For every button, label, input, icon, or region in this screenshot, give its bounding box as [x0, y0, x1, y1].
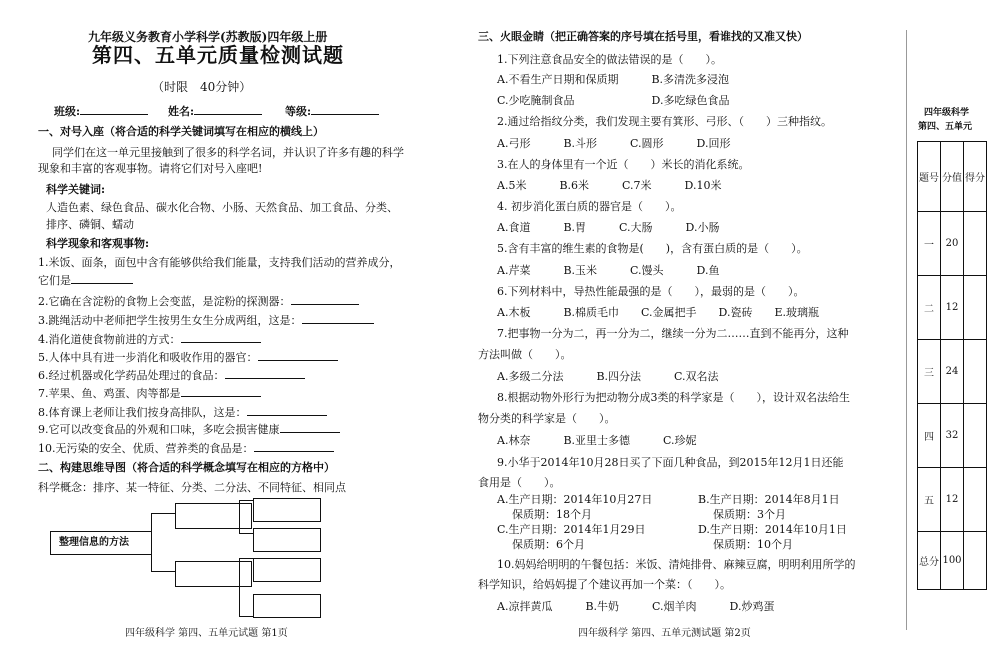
name-field: 姓名: — [168, 104, 262, 119]
score-cell[interactable] — [964, 468, 987, 532]
question-line: A.不看生产日期和保质期 B.多清洗多浸泡 — [497, 73, 730, 86]
time-limit: （时限 40分钟） — [152, 80, 252, 94]
score-table — [917, 141, 987, 590]
connector — [151, 513, 175, 514]
question-line: 9.小华于2014年10月28日买了下面几种食品，到2015年12月1日还能 — [497, 456, 844, 469]
keywords-line-2: 排序、磷铜、蠕动 — [46, 218, 134, 231]
table-row: 四 32 — [918, 404, 987, 468]
mindmap-box[interactable] — [175, 561, 252, 587]
mindmap-box[interactable] — [253, 594, 321, 618]
fill-item: 10.无污染的安全、优质、营养类的食品是： — [38, 441, 334, 456]
fill-item: 9.它可以改变食品的外观和口味，多吃会损害健康 — [38, 422, 340, 437]
connector — [239, 558, 253, 559]
q9-option: B.生产日期：2014年8月1日 — [698, 493, 840, 506]
score-cell[interactable] — [964, 404, 987, 468]
question-line: 科学知识，给妈妈提了个建议再加一个菜：（ ）。 — [478, 578, 731, 591]
score-cell[interactable] — [964, 532, 987, 590]
footer-right: 四年级科学 第四、五单元测试题 第2页 — [578, 628, 751, 639]
phenomena-label: 科学现象和客观事物: — [46, 237, 150, 250]
page-title: 第四、五单元质量检测试题 — [92, 43, 344, 67]
header-cell: 得分 — [964, 142, 987, 212]
mindmap-box[interactable] — [175, 503, 252, 529]
question-line: 6.下列材料中，导热性能最强的是（ ），最弱的是（ ）。 — [497, 285, 805, 298]
table-row: 总分 100 — [918, 532, 987, 590]
fill-item: 2.它确在含淀粉的食物上会变蓝，是淀粉的探测器： — [38, 294, 359, 309]
fill-item: 8.体育课上老师让我们按身高排队，这是： — [38, 405, 327, 420]
question-line: 10.妈妈给明明的午餐包括：米饭、清炖排骨、麻辣豆腐，明明利用所学的 — [497, 558, 856, 571]
score-caption-2: 第四、五单元 — [918, 122, 973, 132]
connector — [239, 533, 253, 534]
section3-heading: 三、火眼金睛（把正确答案的序号填在括号里，看谁找的又准又快） — [478, 30, 808, 43]
question-line: A.芹菜 B.玉米 C.馒头 D.鱼 — [497, 264, 720, 277]
keywords-line-1: 人造色素、绿色食品、碳水化合物、小肠、天然食品、加工食品、分类、 — [46, 201, 398, 214]
question-line: 3.在人的身体里有一个近（ ）米长的消化系统。 — [497, 158, 750, 171]
question-line: 5.含有丰富的维生素的食物是( )，含有蛋白质的是（ ）。 — [497, 242, 808, 255]
table-row: 五 12 — [918, 468, 987, 532]
fill-item: 4.消化道使食物前进的方式： — [38, 332, 261, 347]
question-line: A.弓形 B.斗形 C.圆形 D.回形 — [497, 137, 731, 150]
section2-heading: 二、构建思维导图（将合适的科学概念填写在相应的方格中） — [38, 461, 335, 474]
table-row: 三 24 — [918, 340, 987, 404]
concepts-line: 科学概念：排序、某一特征、分类、二分法、不同特征、相同点 — [38, 481, 346, 494]
question-line: 4. 初步消化蛋白质的器官是（ ）。 — [497, 200, 682, 213]
table-row: 二 12 — [918, 276, 987, 340]
question-line: A.木板 B.棉质毛巾 C.金属把手 D.瓷砖 E.玻璃瓶 — [497, 306, 819, 319]
question-line: A.林奈 B.亚里士多德 C.珍妮 — [497, 434, 697, 447]
header-cell: 题号 — [918, 142, 941, 212]
q9-option: 保质期：10个月 — [713, 538, 793, 551]
question-line: 2.通过给指纹分类，我们发现主要有箕形、弓形、（ ）三种指纹。 — [497, 115, 832, 128]
fill-item: 1.米饭、面条，面包中含有能够供给我们能量，支持我们活动的营养成分， — [38, 256, 401, 269]
footer-left: 四年级科学 第四、五单元试题 第1页 — [125, 628, 288, 639]
class-field: 班级: — [54, 104, 148, 119]
question-line: 8.根据动物外形行为把动物分成3类的科学家是（ ），设计双名法给生 — [497, 391, 850, 404]
score-cell[interactable] — [964, 212, 987, 276]
keywords-label: 科学关键词: — [46, 183, 106, 196]
question-line: 1.下列注意食品安全的做法错误的是（ ）。 — [497, 53, 722, 66]
q9-option: 保质期：6个月 — [512, 538, 585, 551]
section1-intro-2: 现象和丰富的客观事物。请将它们对号入座吧! — [38, 162, 263, 175]
connector — [151, 513, 152, 571]
fill-item: 它们是 — [38, 273, 133, 288]
question-line: 7.把事物一分为二，再一分为二，继续一分为二……直到不能再分，这种 — [497, 327, 849, 340]
connector — [239, 500, 253, 501]
question-line: A.凉拌黄瓜 B.牛奶 C.烟羊肉 D.炒鸡蛋 — [497, 600, 775, 613]
question-line: A.多级二分法 B.四分法 C.双名法 — [497, 370, 719, 383]
fill-item: 6.经过机器或化学药品处理过的食品： — [38, 368, 305, 383]
q9-option: A.生产日期：2014年10月27日 — [497, 493, 653, 506]
connector — [239, 558, 240, 616]
connector — [239, 500, 240, 533]
question-line: A.5米 B.6米 C.7米 D.10米 — [497, 179, 722, 192]
section1-intro-1: 同学们在这一单元里接触到了很多的科学名词，并认识了许多有趣的科学 — [52, 146, 404, 159]
table-row: 一 20 — [918, 212, 987, 276]
mindmap-root: 整理信息的方法 — [50, 531, 152, 555]
mindmap-box[interactable] — [253, 498, 321, 522]
question-line: C.少吃腌制食品 D.多吃绿色食品 — [497, 94, 730, 107]
q9-option: 保质期：3个月 — [713, 508, 786, 521]
q9-option: C.生产日期：2014年1月29日 — [497, 523, 646, 536]
grade-field: 等级: — [285, 104, 379, 119]
score-cell[interactable] — [964, 276, 987, 340]
fill-item: 3.跳绳活动中老师把学生按男生女生分成两组，这是： — [38, 313, 374, 328]
connector — [151, 571, 175, 572]
series-title: 九年级义务教育小学科学(苏教版)四年级上册 — [88, 30, 328, 44]
divider — [906, 30, 907, 630]
question-line: 食用是（ ）。 — [478, 476, 561, 489]
score-cell[interactable] — [964, 340, 987, 404]
connector — [239, 616, 253, 617]
mindmap-box[interactable] — [253, 528, 321, 552]
question-line: 物分类的科学家是（ ）。 — [478, 412, 616, 425]
mindmap-box[interactable] — [253, 558, 321, 582]
q9-option: D.生产日期：2014年10月1日 — [698, 523, 847, 536]
section1-heading: 一、对号入座（将合适的科学关键词填写在相应的横线上） — [38, 125, 324, 138]
score-caption-1: 四年级科学 — [924, 108, 970, 118]
question-line: A.食道 B.胃 C.大肠 D.小肠 — [497, 221, 720, 234]
question-line: 方法叫做（ ）。 — [478, 348, 572, 361]
header-cell: 分值 — [941, 142, 964, 212]
fill-item: 5.人体中具有进一步消化和吸收作用的器官： — [38, 350, 338, 365]
fill-item: 7.苹果、鱼、鸡蛋、肉等都是 — [38, 386, 261, 401]
q9-option: 保质期：18个月 — [512, 508, 592, 521]
